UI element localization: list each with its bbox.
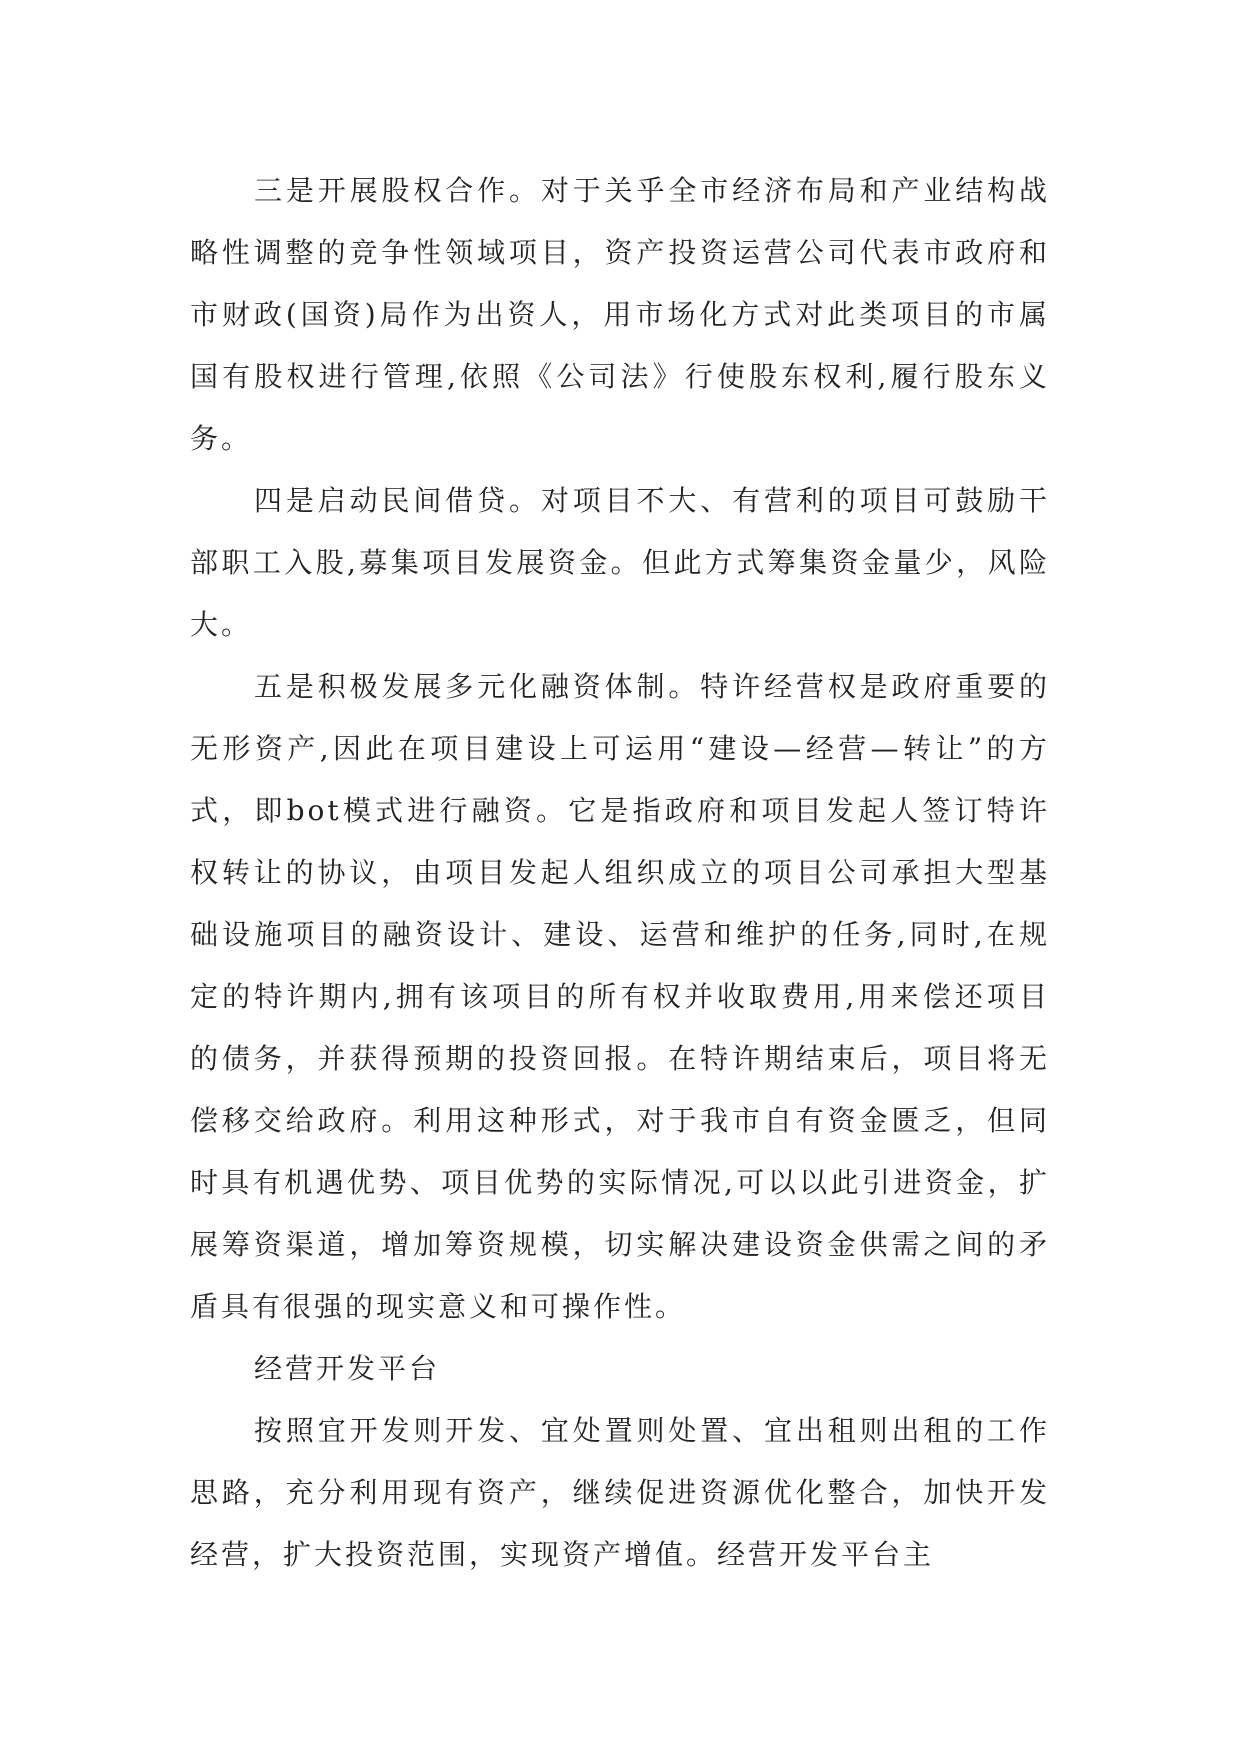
paragraph-private-lending: 四是启动民间借贷。对项目不大、有营利的项目可鼓励干部职工入股,募集项目发展资金。但此方式筹集资金量少，风险大。: [190, 484, 1050, 641]
paragraph-equity-cooperation: 三是开展股权合作。对于关乎全市经济布局和产业结构战略性调整的竞争性领域项目，资产投资运营公司代表市政府和市财政(国资)局作为出资人，用市场化方式对此类项目的市属国有股权进行管理,依照《公司法》行使股东权利,履行股东义务。: [190, 174, 1050, 455]
section-heading-operation-platform: 经营开发平台: [254, 1352, 441, 1385]
paragraph-diversified-financing: 五是积极发展多元化融资体制。特许经营权是政府重要的无形资产,因此在项目建设上可运用“建设—经营—转让”的方式，即bot模式进行融资。它是指政府和项目发起人签订特许权转让的协议，由项目发起人组织成立的项目公司承担大型基础设施项目的融资设计、建设、运营和维护的任务,同时,在规定的特许期内,拥有该项目的所有权并收取费用,用来偿还项目的债务，并获得预期的投资回报。在特许期结束后，项目将无偿移交给政府。利用这种形式，对于我市自有资金匮乏，但同时具有机遇优势、项目优势的实际情况,可以以此引进资金，扩展筹资渠道，增加筹资规模，切实解决建设资金供需之间的矛盾具有很强的现实意义和可操作性。: [190, 670, 1050, 1323]
document-body: [190, 160, 1050, 1586]
paragraph-operation-platform: 按照宜开发则开发、宜处置则处置、宜出租则出租的工作思路，充分利用现有资产，继续促进资源优化整合，加快开发经营，扩大投资范围，实现资产增值。经营开发平台主: [190, 1414, 1050, 1571]
